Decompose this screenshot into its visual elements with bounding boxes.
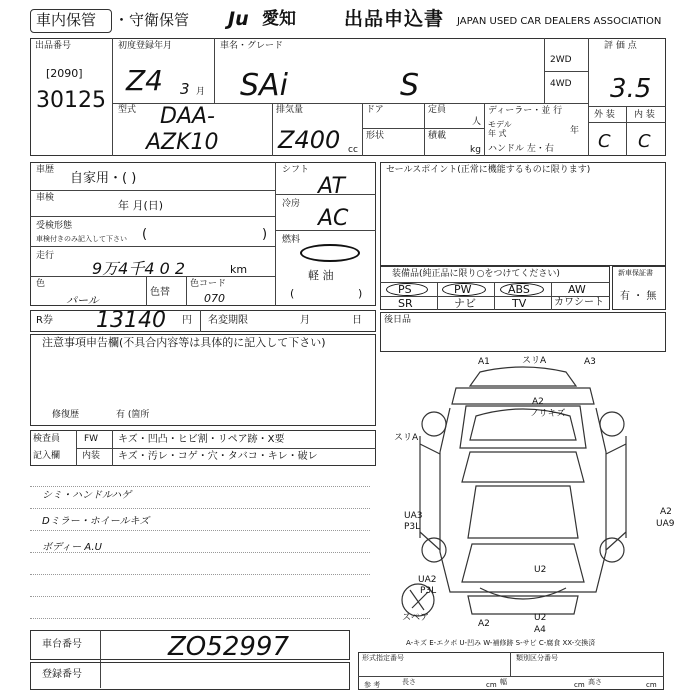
load-unit: kg: [470, 145, 481, 155]
height-cm: cm: [646, 681, 657, 689]
lot-small: [2090]: [46, 67, 83, 80]
equip-tv: TV: [512, 297, 527, 310]
logo: Ju: [228, 8, 249, 30]
shaken-label: 車検: [36, 193, 55, 203]
sales-frame: [380, 162, 666, 266]
name-change-label: 名変期限: [208, 315, 248, 326]
diag-label-a1: A1: [478, 357, 490, 367]
r-frame: [30, 310, 376, 332]
later-docs-frame: [380, 312, 666, 352]
lot-label: 出品番号: [35, 41, 72, 51]
warranty-label: 新車保証書: [618, 269, 653, 277]
width-label: 幅: [500, 678, 507, 686]
diag-label-ua2: UA2: [418, 575, 437, 585]
equip-ps-circle: [386, 283, 428, 296]
shift-label: シフト: [282, 165, 310, 175]
plate-label: 登録番号: [42, 669, 82, 680]
recolor-label: 色替: [150, 287, 170, 298]
shape-label: 形状: [366, 131, 385, 141]
reg-month: 3: [180, 80, 190, 98]
junsho-label: 受検形態: [36, 221, 73, 231]
reg-label: 初度登録年月: [118, 41, 173, 51]
note-line-1: シミ・ハンドルハゲ: [42, 490, 132, 501]
equip-pw: PW: [454, 283, 472, 296]
note-line-2: Dミラー・ホイールキズ: [42, 516, 150, 527]
mileage-unit: km: [230, 263, 248, 276]
association-name: JAPAN USED CAR DEALERS ASSOCIATION: [457, 16, 662, 27]
diag-label-a3: A3: [584, 357, 596, 367]
model-label: モデル: [488, 120, 512, 129]
color-label: 色: [36, 279, 46, 289]
fuel-paren: (: [290, 287, 295, 300]
fw-label: FW: [84, 434, 99, 444]
grade: S: [400, 68, 420, 103]
name-change-month: 月: [300, 315, 310, 326]
score: 3.5: [610, 74, 652, 104]
diag-label-u2-rear: U2: [534, 613, 547, 623]
inspector-label: 検査員: [33, 434, 61, 444]
color-code: 070: [204, 292, 225, 305]
type-line2: AZK10: [146, 130, 219, 155]
r-label: R券: [36, 315, 53, 326]
dealer-label: ディーラー・並 行: [488, 106, 563, 116]
equip-seat: カワシート: [554, 297, 604, 308]
load-label: 積載: [428, 131, 447, 141]
len-label: 長さ: [402, 678, 416, 686]
diag-label-a2-rear: A2: [478, 619, 490, 629]
repair-value: 有 (箇所: [116, 410, 150, 420]
mileage: 9万4千4 0 2: [92, 259, 186, 278]
org-name: 愛知: [262, 9, 296, 29]
diag-label-spare: スペア: [402, 613, 430, 623]
len-cm: cm: [486, 681, 497, 689]
diag-label-p3l-left: P3L: [404, 522, 421, 532]
equip-abs: ABS: [508, 283, 530, 296]
diag-label-u2-roof: U2: [534, 565, 547, 575]
type-line1: DAA-: [160, 104, 215, 129]
capacity-label: 定員: [428, 105, 447, 115]
repair-label: 修復歴: [52, 410, 80, 420]
diag-label-a4: A4: [534, 625, 546, 635]
color-value: パール: [66, 294, 99, 307]
diag-label-suri-left: スリA: [394, 433, 419, 443]
cert-type-label: 形式指定番号: [362, 654, 404, 662]
reki-value: 自家用・( ): [70, 171, 137, 186]
shaken-value: 年 月(日): [118, 199, 164, 212]
height-label: 高さ: [588, 678, 602, 686]
cooler: AC: [318, 206, 349, 231]
equip-title: 装備品(純正品に限り○をつけてください): [392, 269, 560, 279]
doc-title: 出品申込書: [344, 8, 445, 30]
equip-aw: AW: [568, 283, 586, 296]
cooler-label: 冷房: [282, 199, 301, 209]
shift: AT: [318, 174, 345, 199]
chassis-label: 車台番号: [42, 639, 82, 650]
category-badge-text: 車内保管: [36, 11, 97, 29]
notes-label: 注意事項申告欄(不具合内容等は具体的に記入して下さい): [42, 336, 326, 349]
record-label: 記入欄: [33, 451, 61, 461]
capacity-unit: 人: [472, 117, 482, 127]
fuel-label: 燃料: [282, 235, 301, 245]
color-code-label: 色コード: [190, 279, 227, 289]
door-label: ドア: [366, 105, 384, 115]
equip-navi: ナビ: [454, 297, 476, 310]
ext-grade: C: [598, 131, 611, 152]
diag-label-suri-front: スリA: [522, 356, 547, 366]
reg-unit: 月: [196, 87, 206, 97]
ref-label: 参 考: [364, 681, 381, 689]
equip-pw-circle: [442, 283, 486, 296]
warranty-value: 有 ・ 無: [620, 291, 657, 302]
category-sub-text: ・守衛保管: [114, 11, 190, 29]
car-name: SAi: [240, 68, 288, 103]
name-label: 車名・グレード: [220, 41, 284, 51]
reki-label: 車歴: [36, 165, 55, 175]
fuel-paren-close: ): [358, 287, 363, 300]
r-unit: 円: [182, 315, 192, 326]
later-docs-label: 後日品: [384, 315, 412, 325]
diag-label-a2-right: A2: [660, 507, 672, 517]
drive-4wd: 4WD: [550, 79, 572, 89]
drive-2wd: 2WD: [550, 55, 572, 65]
disp-label: 排気量: [276, 105, 304, 115]
int-grade: C: [638, 131, 651, 152]
score-label: 評 価 点: [604, 41, 637, 51]
legend: A-キズ E-エクボ U-凹み W-補修跡 S-サビ C-腐食 XX-交換済: [406, 639, 596, 647]
diag-label-nori: ノリキズ: [530, 409, 566, 419]
fw-items: キズ・凹凸・ヒビ割・リペア跡・X要: [118, 434, 285, 445]
year-unit: 年: [570, 126, 580, 136]
junsho-paren: (: [142, 227, 148, 242]
diag-label-ua9: UA9: [656, 519, 675, 529]
diag-label-ua3: UA3: [404, 511, 423, 521]
equip-sr: SR: [398, 297, 413, 310]
diag-label-a2-hood: A2: [532, 397, 544, 407]
note-line-3: ボディー A.U: [42, 542, 102, 553]
lot-number: 30125: [36, 88, 106, 113]
ext-label: 外 装: [594, 110, 615, 120]
equip-ps: PS: [398, 283, 412, 296]
name-change-day: 日: [352, 315, 362, 326]
sales-label: セールスポイント(正常に機能するものに限ります): [386, 165, 591, 175]
cc-unit: cc: [348, 145, 358, 155]
junsho-note: 車検付きのみ記入して下さい: [36, 235, 127, 243]
year-label: 年 式: [488, 129, 507, 138]
handle-label: ハンドル 左・右: [488, 144, 554, 154]
equip-abs-circle: [500, 283, 544, 296]
type-label: 型式: [118, 105, 137, 115]
reg-era: Z4: [126, 64, 163, 97]
diag-label-p3l-rear: P3L: [420, 586, 437, 596]
junsho-paren-close: ): [262, 227, 268, 242]
fuel-value: 軽 油: [308, 269, 334, 282]
interior-label: 内装: [82, 451, 101, 461]
r-value: 13140: [96, 308, 166, 333]
fuel-mark: [300, 244, 360, 262]
interior-items: キズ・汚レ・コゲ・穴・タバコ・キレ・破レ: [118, 451, 318, 462]
chassis-value: ZO52997: [168, 632, 289, 662]
width-cm: cm: [574, 681, 585, 689]
class-label: 類別区分番号: [516, 654, 558, 662]
mileage-label: 走行: [36, 251, 55, 261]
int-label: 内 装: [634, 110, 655, 120]
displacement: Z400: [278, 126, 341, 154]
